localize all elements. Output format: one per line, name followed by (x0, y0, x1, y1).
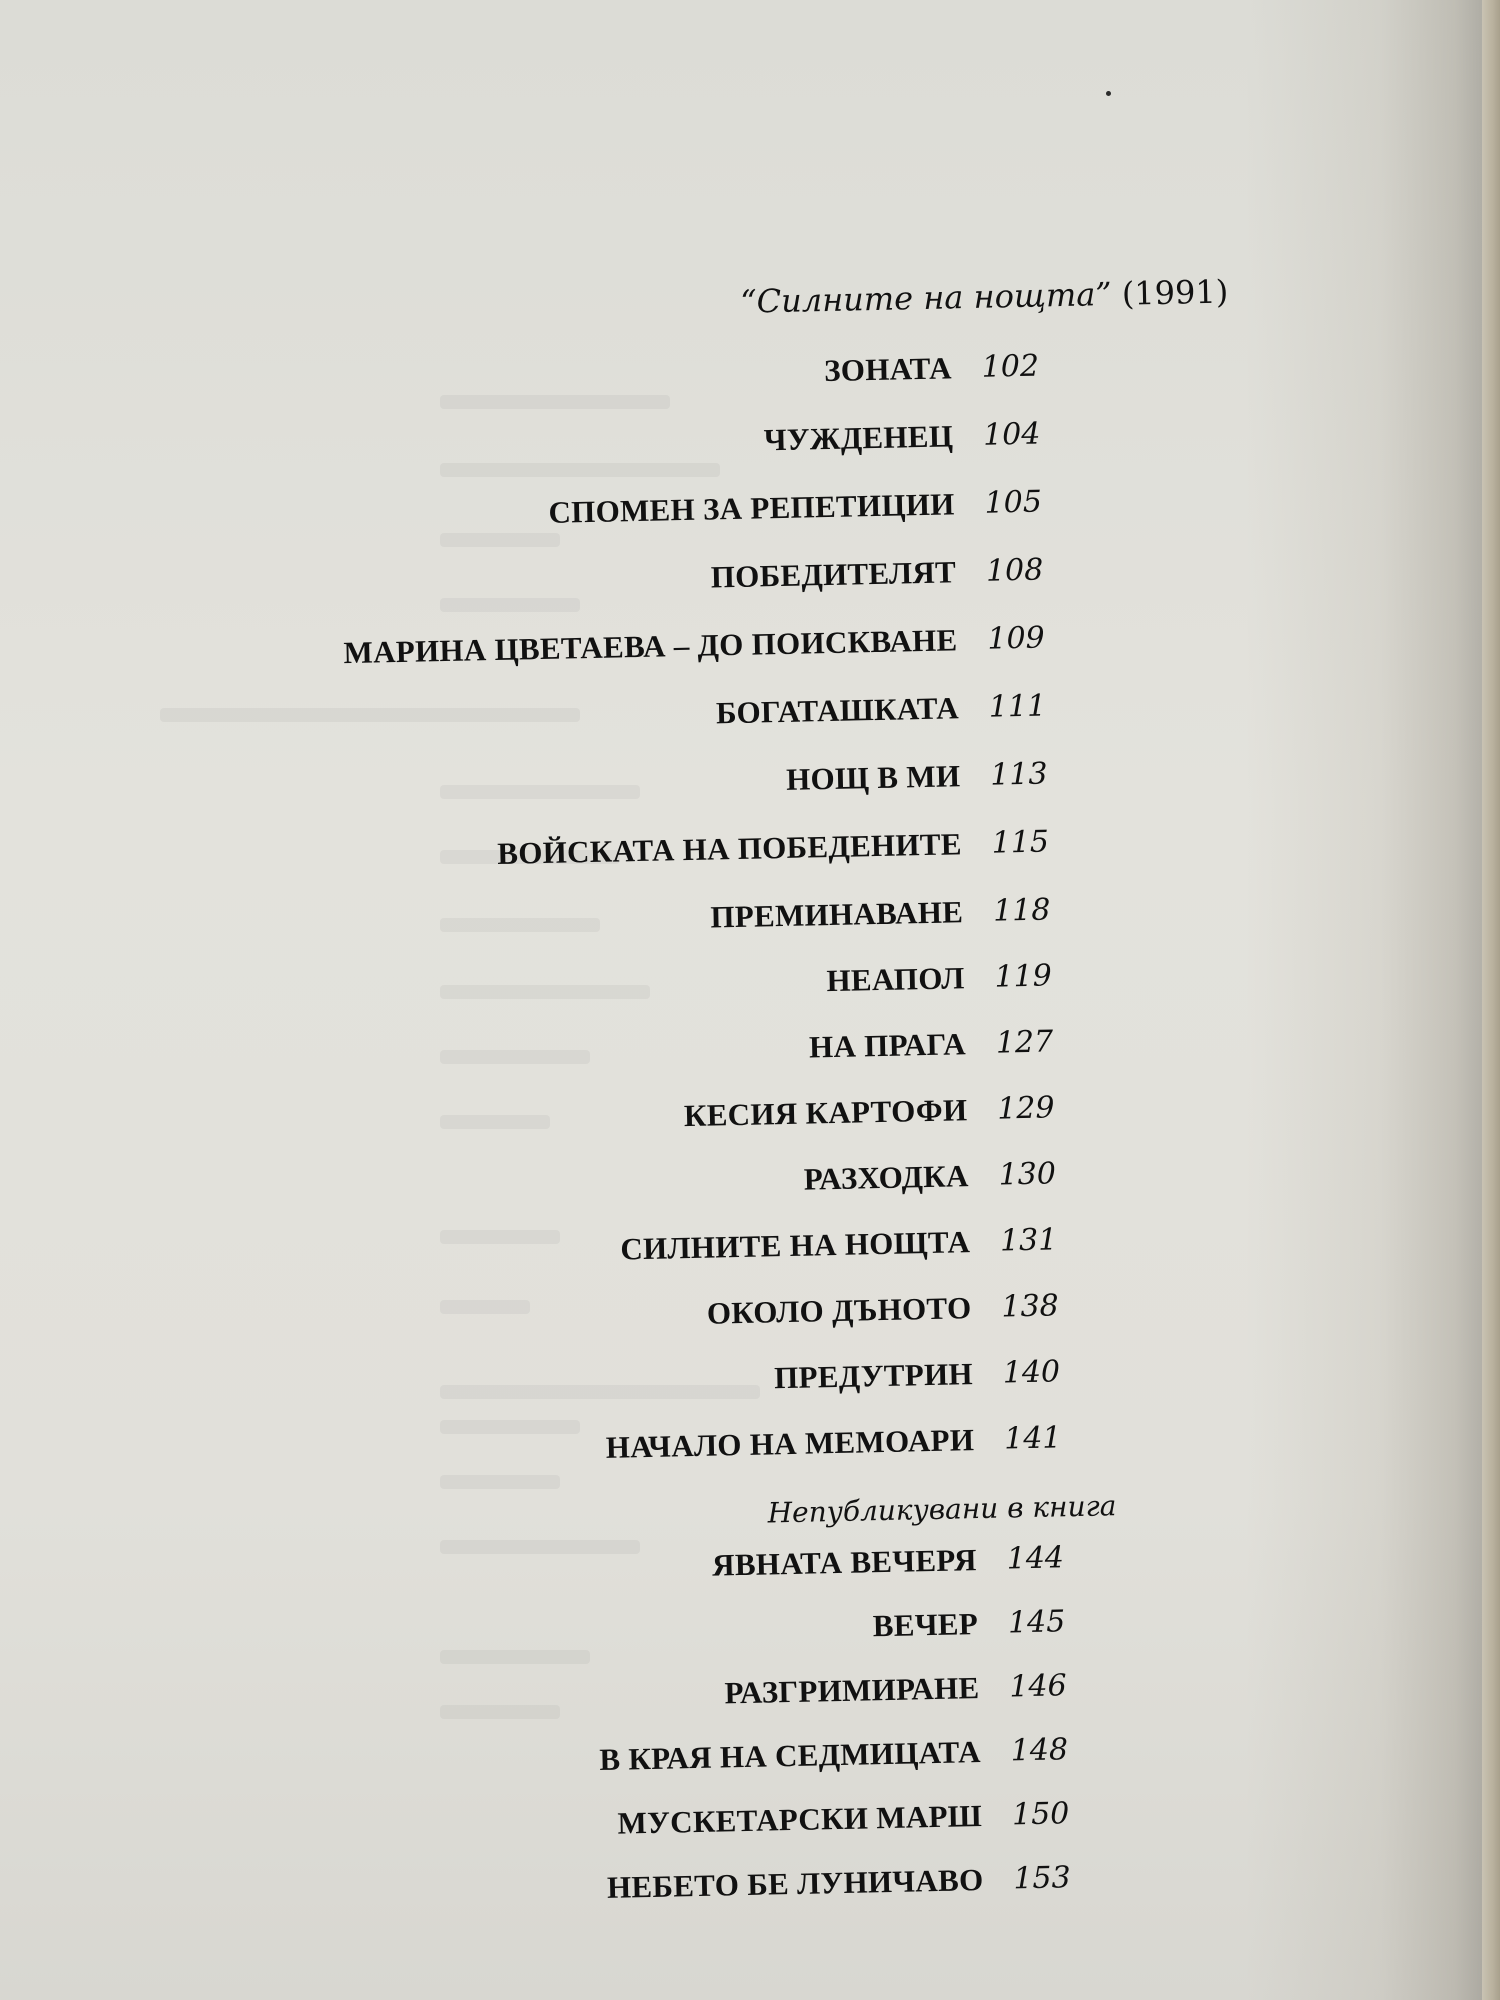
toc-entry (317, 1090, 1055, 1144)
entry-page-number: 109 (987, 620, 1046, 657)
toc-entry (306, 552, 1044, 606)
bleed-through-line (440, 533, 560, 547)
toc-entry (320, 1222, 1058, 1276)
toc-entry (301, 348, 1040, 402)
entry-title: НА ПРАГА (808, 1026, 967, 1065)
entry-title: ЧУЖДЕНЕЦ (763, 418, 954, 458)
entry-title: СИЛНИТЕ НА НОЩТА (619, 1224, 971, 1267)
entry-page-number: 153 (1013, 1860, 1072, 1897)
ink-speck (1106, 91, 1111, 96)
toc-entry (318, 1156, 1057, 1210)
toc-entry (314, 958, 1053, 1012)
toc-entry (329, 1668, 1067, 1722)
entry-title: НАЧАЛО НА МЕМОАРИ (605, 1422, 975, 1465)
toc-entry (323, 1354, 1061, 1408)
toc-entry (313, 892, 1051, 946)
entry-page-number: 144 (1006, 1540, 1065, 1577)
toc-entry (332, 1796, 1070, 1850)
toc-entry (310, 756, 1048, 810)
toc-entry (304, 484, 1043, 538)
entry-page-number: 127 (995, 1024, 1054, 1061)
entry-page-number: 119 (994, 958, 1053, 995)
toc-entry (328, 1604, 1066, 1658)
entry-page-number: 140 (1002, 1354, 1061, 1391)
toc-entry (321, 1288, 1060, 1342)
entry-page-number: 118 (992, 892, 1051, 929)
entry-title: ПРЕДУТРИН (773, 1356, 974, 1396)
entry-title: НЕАПОЛ (826, 960, 965, 999)
toc-entry (316, 1024, 1054, 1078)
toc-entry (326, 1540, 1065, 1594)
section-heading: Непубликувани в книга (767, 1489, 1117, 1530)
entry-page-number: 102 (981, 348, 1040, 385)
section-heading (740, 273, 1229, 321)
entry-title: ЯВНАТА ВЕЧЕРЯ (711, 1542, 978, 1583)
entry-page-number: 150 (1011, 1796, 1070, 1833)
entry-title: ВЕЧЕР (872, 1606, 979, 1644)
entry-page-number: 115 (991, 824, 1050, 861)
toc-entry (324, 1420, 1062, 1474)
entry-page-number: 131 (999, 1222, 1058, 1259)
entry-title: ЗОНАТА (823, 350, 953, 389)
collection-title: “Силните на нощта” (739, 275, 1113, 321)
table-of-contents (300, 272, 1229, 1905)
entry-title: ПОБЕДИТЕЛЯТ (710, 554, 957, 595)
entry-page-number: 104 (982, 416, 1041, 453)
toc-entry (309, 688, 1047, 742)
entry-title: ПРЕМИНАВАНЕ (710, 894, 964, 935)
entry-title: СПОМЕН ЗА РЕПЕТИЦИИ (548, 486, 955, 530)
entry-title: НОЩ В МИ (785, 758, 961, 797)
entry-page-number: 113 (989, 756, 1048, 793)
entry-page-number: 146 (1009, 1668, 1067, 1705)
toc-entry (333, 1860, 1072, 1914)
toc-entry (311, 824, 1050, 878)
entry-page-number: 148 (1010, 1732, 1069, 1769)
entry-title: МАРИНА ЦВЕТАЕВА – ДО ПОИСКВАНЕ (343, 622, 958, 671)
entry-title: ВОЙСКАТА НА ПОБЕДЕНИТЕ (496, 826, 963, 871)
page-edge (1482, 0, 1500, 2000)
entry-title: БОГАТАШКАТА (715, 690, 960, 731)
entry-title: В КРАЯ НА СЕДМИЦАТА (599, 1734, 982, 1778)
entry-title: НЕБЕТО БЕ ЛУНИЧАВО (606, 1862, 984, 1905)
entry-title: РАЗХОДКА (803, 1158, 970, 1197)
entry-title: МУСКЕТАРСКИ МАРШ (617, 1798, 983, 1841)
toc-entry (303, 416, 1041, 470)
bleed-through-line (440, 1475, 560, 1489)
collection-year: (1991) (1121, 272, 1229, 313)
toc-entry (307, 620, 1046, 674)
entry-page-number: 130 (998, 1156, 1057, 1193)
entry-page-number: 145 (1007, 1604, 1066, 1641)
entry-page-number: 138 (1001, 1288, 1060, 1325)
entry-title: КЕСИЯ КАРТОФИ (683, 1092, 968, 1134)
toc-entry (330, 1732, 1069, 1786)
entry-page-number: 105 (984, 484, 1043, 521)
entry-title: ОКОЛО ДЪНОТО (706, 1290, 972, 1331)
entry-page-number: 141 (1003, 1420, 1062, 1457)
entry-title: РАЗГРИМИРАНЕ (724, 1670, 980, 1711)
entry-page-number: 111 (988, 688, 1047, 725)
entry-page-number: 129 (996, 1090, 1055, 1127)
entry-page-number: 108 (985, 552, 1044, 589)
